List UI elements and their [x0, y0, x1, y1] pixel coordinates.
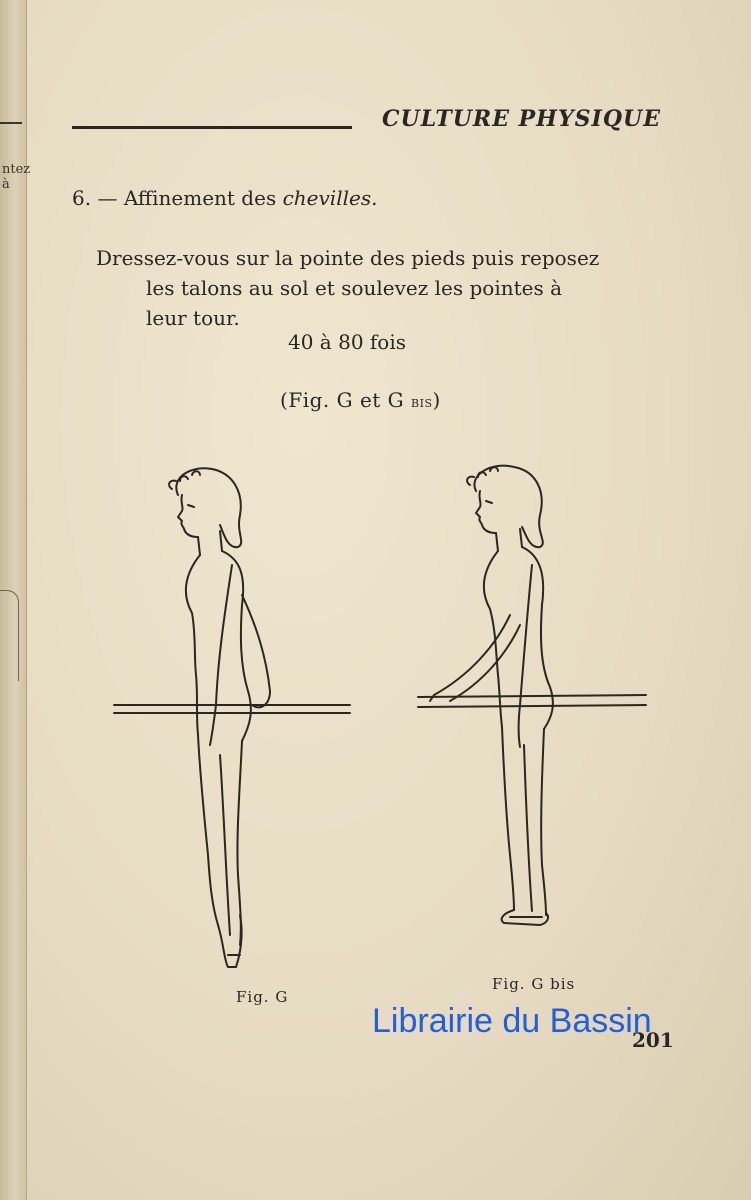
previous-page-fragment: ntez à	[2, 162, 31, 192]
page-number: 201	[632, 1028, 674, 1052]
figure-g-bis-drawing	[418, 466, 646, 925]
instruction-line-2: les talons au sol et soulevez les pointes à	[146, 276, 563, 300]
figref-open: (	[280, 388, 289, 412]
caption-fig-g: Fig. G	[236, 988, 289, 1006]
running-head: CULTURE PHYSIQUE	[382, 106, 661, 132]
caption-fig-g-bis: Fig. G bis	[492, 975, 576, 993]
previous-page-rule	[0, 122, 22, 124]
figure-g-drawing	[114, 468, 350, 967]
instructions-paragraph	[96, 243, 666, 333]
previous-page-sketch	[0, 590, 19, 681]
exercise-title-italic: chevilles.	[282, 186, 378, 210]
repetitions: 40 à 80 fois	[288, 330, 406, 354]
figref-fig: Fig.	[288, 388, 330, 412]
previous-page-edge	[0, 0, 31, 1200]
figref-bis: bis	[411, 393, 433, 411]
header-rule	[72, 126, 352, 129]
exercise-title	[72, 186, 377, 210]
exercise-title-plain: Affinement des	[123, 186, 277, 210]
instruction-line-3: leur tour.	[146, 306, 240, 330]
figref-text: G et G	[329, 388, 412, 412]
figref-close: )	[432, 388, 441, 412]
instruction-line-1: Dressez-vous sur la pointe des pieds puis reposez	[96, 246, 600, 270]
figure-reference	[280, 388, 441, 412]
exercise-illustration	[100, 455, 660, 985]
watermark-text: Librairie du Bassin	[372, 1002, 652, 1040]
exercise-number: 6. —	[72, 186, 118, 210]
